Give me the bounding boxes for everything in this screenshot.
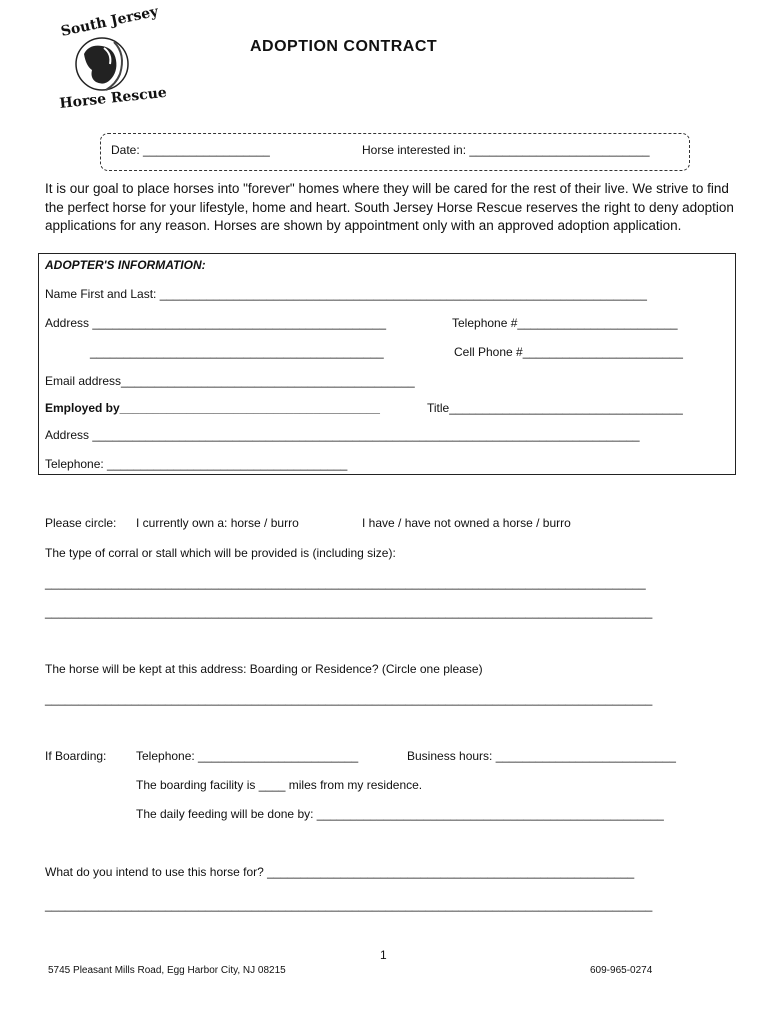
horse-interested-field[interactable]: Horse interested in: ___________________________	[362, 143, 650, 157]
logo-text-top: South Jersey	[59, 3, 160, 40]
kept-address-line[interactable]: ___________________________________________________________________________________________	[45, 692, 653, 706]
page-number: 1	[380, 948, 387, 962]
intended-use-line[interactable]: ___________________________________________________________________________________________	[45, 898, 653, 912]
address-line2-field[interactable]: ____________________________________________	[90, 345, 384, 359]
employer-telephone-field[interactable]: Telephone: ____________________________________	[45, 457, 348, 471]
circle-label: Please circle:	[45, 516, 117, 530]
corral-line-2[interactable]: ___________________________________________________________________________________________	[45, 605, 653, 619]
boarding-label: If Boarding:	[45, 749, 107, 763]
adopter-heading: ADOPTER'S INFORMATION:	[45, 258, 206, 272]
intro-paragraph: It is our goal to place horses into "forever" homes where they will be cared for the rest of their live. We strive to find the perfect horse for your lifestyle, home and heart. South Jersey Horse Rescue reserves the right to deny adoption applications for any reason. Horses are shown by appointment only with an approved adoption application.	[45, 181, 734, 233]
miles-field[interactable]: The boarding facility is ____ miles from my residence.	[136, 778, 423, 792]
footer-address: 5745 Pleasant Mills Road, Egg Harbor City, NJ 08215	[48, 965, 286, 976]
cell-phone-field[interactable]: Cell Phone #________________________	[454, 345, 683, 359]
intended-use-field[interactable]: What do you intend to use this horse for? _______________________________________________________	[45, 865, 635, 879]
horse-head-icon	[54, 3, 168, 114]
horse-rescue-logo	[54, 3, 168, 114]
feeding-field[interactable]: The daily feeding will be done by: ____________________________________________________	[136, 807, 664, 821]
corral-line-1[interactable]: __________________________________________________________________________________________	[45, 576, 646, 590]
date-field[interactable]: Date: ___________________	[111, 143, 270, 157]
corral-label: The type of corral or stall which will be provided is (including size):	[45, 546, 396, 560]
employed-by-field[interactable]: Employed by_______________________________________	[45, 401, 380, 415]
boarding-telephone-field[interactable]: Telephone: ________________________	[136, 749, 359, 763]
business-hours-field[interactable]: Business hours: ___________________________	[407, 749, 676, 763]
currently-own-choice[interactable]: I currently own a: horse / burro	[136, 516, 299, 530]
telephone-field[interactable]: Telephone #________________________	[452, 316, 678, 330]
address-field[interactable]: Address ____________________________________________	[45, 316, 387, 330]
job-title-field[interactable]: Title___________________________________	[427, 401, 683, 415]
page-title: ADOPTION CONTRACT	[250, 38, 438, 55]
employer-address-field[interactable]: Address __________________________________________________________________________________	[45, 428, 640, 442]
name-field[interactable]: Name First and Last: _________________________________________________________________________	[45, 287, 647, 301]
footer-phone: 609-965-0274	[590, 965, 653, 976]
logo-text-bottom: Horse Rescue	[58, 84, 168, 112]
email-field[interactable]: Email address____________________________________________	[45, 374, 415, 388]
have-owned-choice[interactable]: I have / have not owned a horse / burro	[362, 516, 571, 530]
kept-address-label: The horse will be kept at this address: Boarding or Residence? (Circle one please)	[45, 662, 483, 676]
